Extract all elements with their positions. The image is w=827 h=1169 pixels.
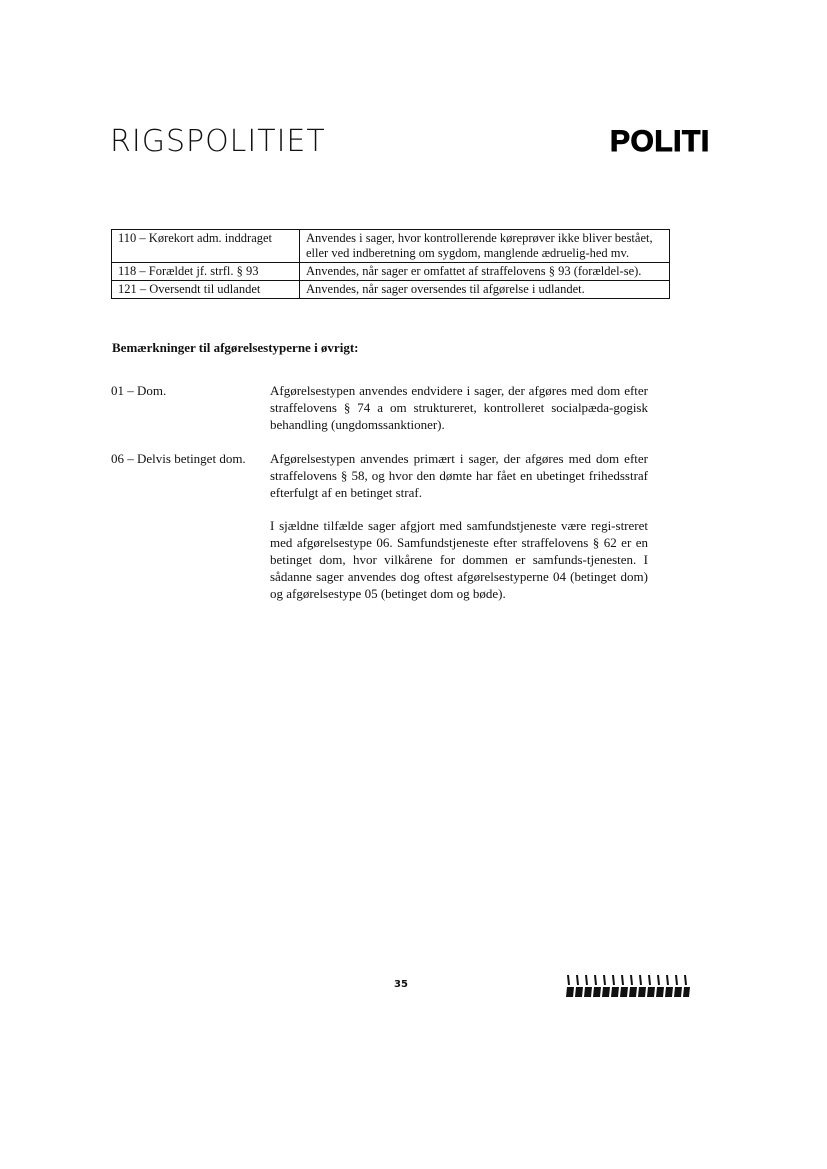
remark-term: 01 – Dom. — [111, 383, 167, 398]
table-row — [112, 230, 670, 263]
remark-paragraph: Afgørelsestypen anvendes primært i sager, der afgøres med dom efter straffelovens § 58, og hvor den dømte har fået en ubetinget frihedsstraf efterfulgt af en betinget straf. — [270, 451, 648, 500]
table-row — [112, 281, 670, 299]
remark-definition — [270, 450, 648, 618]
table-row — [112, 263, 670, 281]
organization-title: RIGSPOLITIET — [110, 124, 326, 159]
code-cell: 110 – Kørekort adm. inddraget — [112, 230, 300, 263]
description-cell: Anvendes, når sager er omfattet af straffelovens § 93 (forældel-se). — [300, 263, 670, 281]
decision-codes-table — [111, 229, 670, 299]
remarks-heading: Bemærkninger til afgørelsestyperne i øvrigt: — [112, 340, 359, 355]
page-number: 35 — [394, 979, 408, 990]
police-checker-band-icon — [566, 974, 690, 1003]
politi-logo: POLITI — [610, 125, 710, 158]
remark-paragraph: Afgørelsestypen anvendes endvidere i sager, der afgøres med dom efter straffelovens § 74 a om struktureret, kontrolleret socialpæda-gogisk behandling (ungdomssanktioner). — [270, 383, 648, 432]
description-cell: Anvendes, når sager oversendes til afgørelse i udlandet. — [300, 281, 670, 299]
remark-term: 06 – Delvis betinget dom. — [111, 451, 246, 466]
remark-paragraph: I sjældne tilfælde sager afgjort med samfundstjeneste være regi-streret med afgørelsestype 06. Samfundstjeneste efter straffelovens § 62 er en betinget dom, hvor vilkårene for dommen er samfunds-tjenesten. I sådanne sager anvendes dog oftest afgørelsestyperne 04 (betinget dom) og afgørelsestype 05 (betinget dom og bøde). — [270, 518, 648, 601]
code-cell: 118 – Forældet jf. strfl. § 93 — [112, 263, 300, 281]
remark-definition — [270, 382, 648, 449]
code-cell: 121 – Oversendt til udlandet — [112, 281, 300, 299]
description-cell: Anvendes i sager, hvor kontrollerende køreprøver ikke bliver bestået, eller ved indberetning om sygdom, manglende ædruelig-hed mv. — [300, 230, 670, 263]
